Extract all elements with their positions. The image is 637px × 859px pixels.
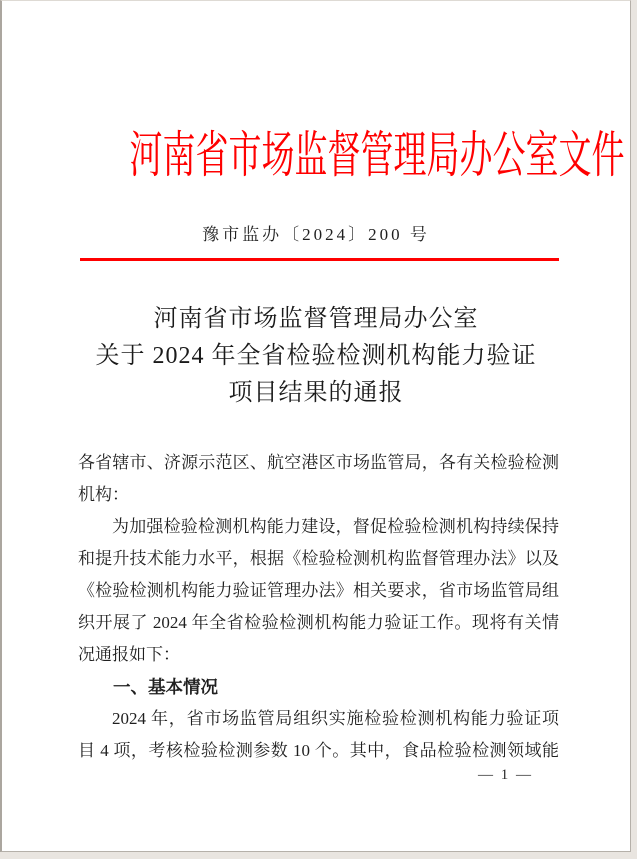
doc-title <box>2 301 630 412</box>
red-divider-line <box>80 258 559 261</box>
letterhead-title: 河南省市场监督管理局办公室文件 <box>129 127 625 183</box>
body-line: 机构： <box>78 485 129 504</box>
letterhead <box>2 123 630 187</box>
body-line: 各省辖市、济源示范区、航空港区市场监管局，各有关检验检测 <box>78 453 559 472</box>
body-line: 为加强检验检测机构能力建设，督促检验检测机构持续保持 <box>112 517 559 536</box>
body-line: 《检验检测机构能力验证管理办法》相关要求，省市场监管局组 <box>78 581 559 600</box>
doc-title-line: 项目结果的通报 <box>228 380 404 406</box>
doc-title-line: 关于 2024 年全省检验检测机构能力验证 <box>95 343 537 369</box>
section-heading: 一、基本情况 <box>113 677 218 697</box>
doc-number: 豫市监办〔2024〕200 号 <box>202 225 430 244</box>
body-text <box>78 447 559 767</box>
body-line: 目 4 项，考核检验检测参数 10 个。其中，食品检验检测领域能 <box>78 741 559 760</box>
body-line: 2024 年，省市场监管局组织实施检验检测机构能力验证项 <box>112 709 559 728</box>
body-line: 和提升技术能力水平，根据《检验检测机构监督管理办法》以及 <box>78 549 559 568</box>
body-line: 织开展了 2024 年全省检验检测机构能力验证工作。现将有关情 <box>78 613 559 632</box>
body-line: 况通报如下： <box>78 645 180 664</box>
page-number: — 1 — <box>478 767 533 783</box>
doc-title-line: 河南省市场监督管理局办公室 <box>153 306 479 332</box>
